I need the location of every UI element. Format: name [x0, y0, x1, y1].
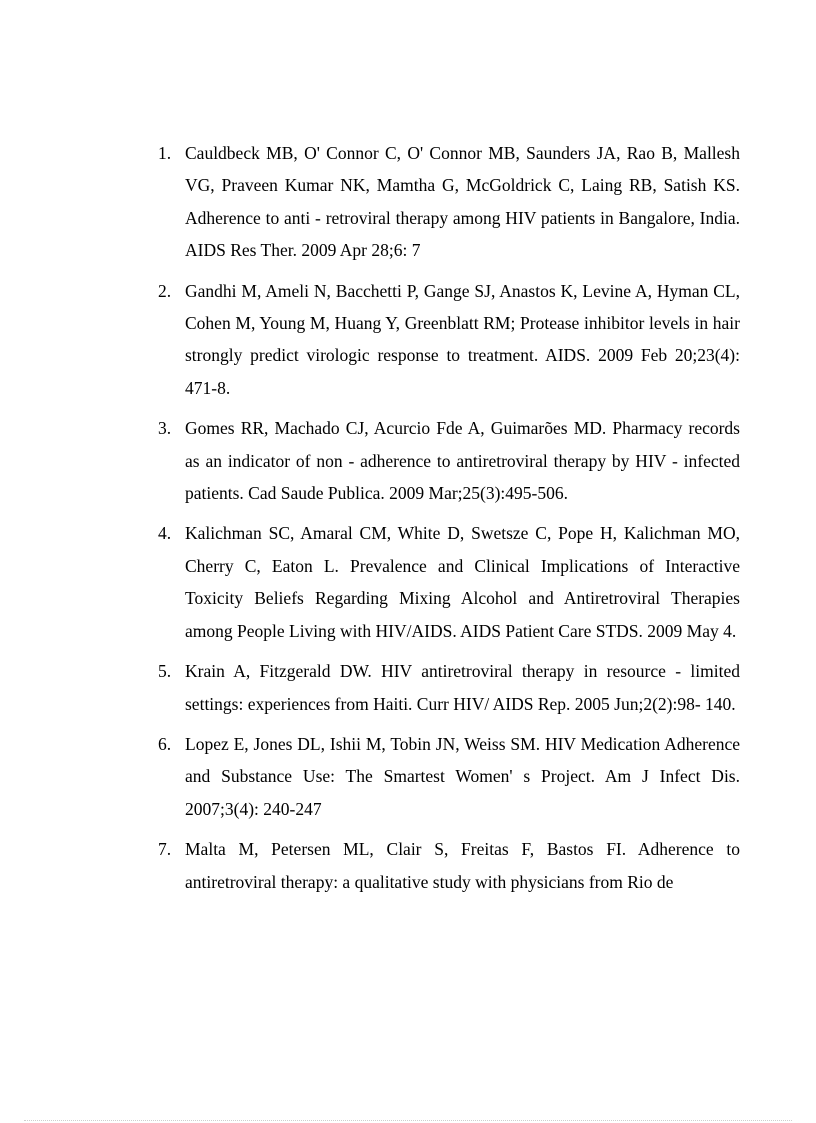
page-bottom-divider	[24, 1120, 792, 1121]
reference-text: Malta M, Petersen ML, Clair S, Freitas F, Bastos FI. Adherence to antiretroviral therapy: a qualitative study with physicians from Rio de	[185, 839, 740, 892]
reference-number: 6.	[158, 733, 172, 754]
reference-text: Kalichman SC, Amaral CM, White D, Swetsze C, Pope H, Kalichman MO, Cherry C, Eaton L. Prevalence and Clinical Implications of Interactive Toxicity Beliefs Regarding Mixing Alcohol and Antiretroviral Therapies among People Living with HIV/AIDS. AIDS Patient Care STDS. 2009 May 4.	[185, 523, 740, 641]
reference-text: Gandhi M, Ameli N, Bacchetti P, Gange SJ, Anastos K, Levine A, Hyman CL, Cohen M, Young M, Huang Y, Greenblatt RM; Protease inhibitor levels in hair strongly predict virologic response to treatment. AIDS. 2009 Feb 20;23(4): 471-8.	[185, 280, 740, 398]
reference-number: 1.	[158, 143, 172, 163]
reference-text: Gomes RR, Machado CJ, Acurcio Fde A, Guimarões MD. Pharmacy records as an indicator of non - adherence to antiretroviral therapy by HIV - infected patients. Cad Saude Publica. 2009 Mar;25(3):495-506.	[185, 418, 740, 504]
reference-item	[158, 517, 740, 647]
reference-list	[158, 137, 740, 906]
reference-item	[158, 137, 740, 267]
reference-text: Lopez E, Jones DL, Ishii M, Tobin JN, Weiss SM. HIV Medication Adherence and Substance Use: The Smartest Women' s Project. Am J Infect Dis. 2007;3(4): 240-247	[185, 733, 740, 819]
reference-text: Cauldbeck MB, O' Connor C, O' Connor MB, Saunders JA, Rao B, Mallesh VG, Praveen Kumar NK, Mamtha G, McGoldrick C, Laing RB, Satish KS. Adherence to anti - retroviral therapy among HIV patients in Bangalore, India. AIDS Res Ther. 2009 Apr 28;6: 7	[185, 143, 740, 261]
reference-number: 5.	[158, 661, 172, 682]
reference-number: 3.	[158, 418, 172, 439]
reference-number: 4.	[158, 523, 172, 544]
reference-item	[158, 833, 740, 898]
reference-number: 7.	[158, 839, 172, 860]
reference-number: 2.	[158, 280, 172, 301]
reference-item	[158, 655, 740, 720]
reference-text: Krain A, Fitzgerald DW. HIV antiretroviral therapy in resource - limited settings: experiences from Haiti. Curr HIV/ AIDS Rep. 2005 Jun;2(2):98- 140.	[185, 661, 740, 714]
reference-item	[158, 728, 740, 825]
reference-item	[158, 412, 740, 509]
reference-item	[158, 275, 740, 405]
